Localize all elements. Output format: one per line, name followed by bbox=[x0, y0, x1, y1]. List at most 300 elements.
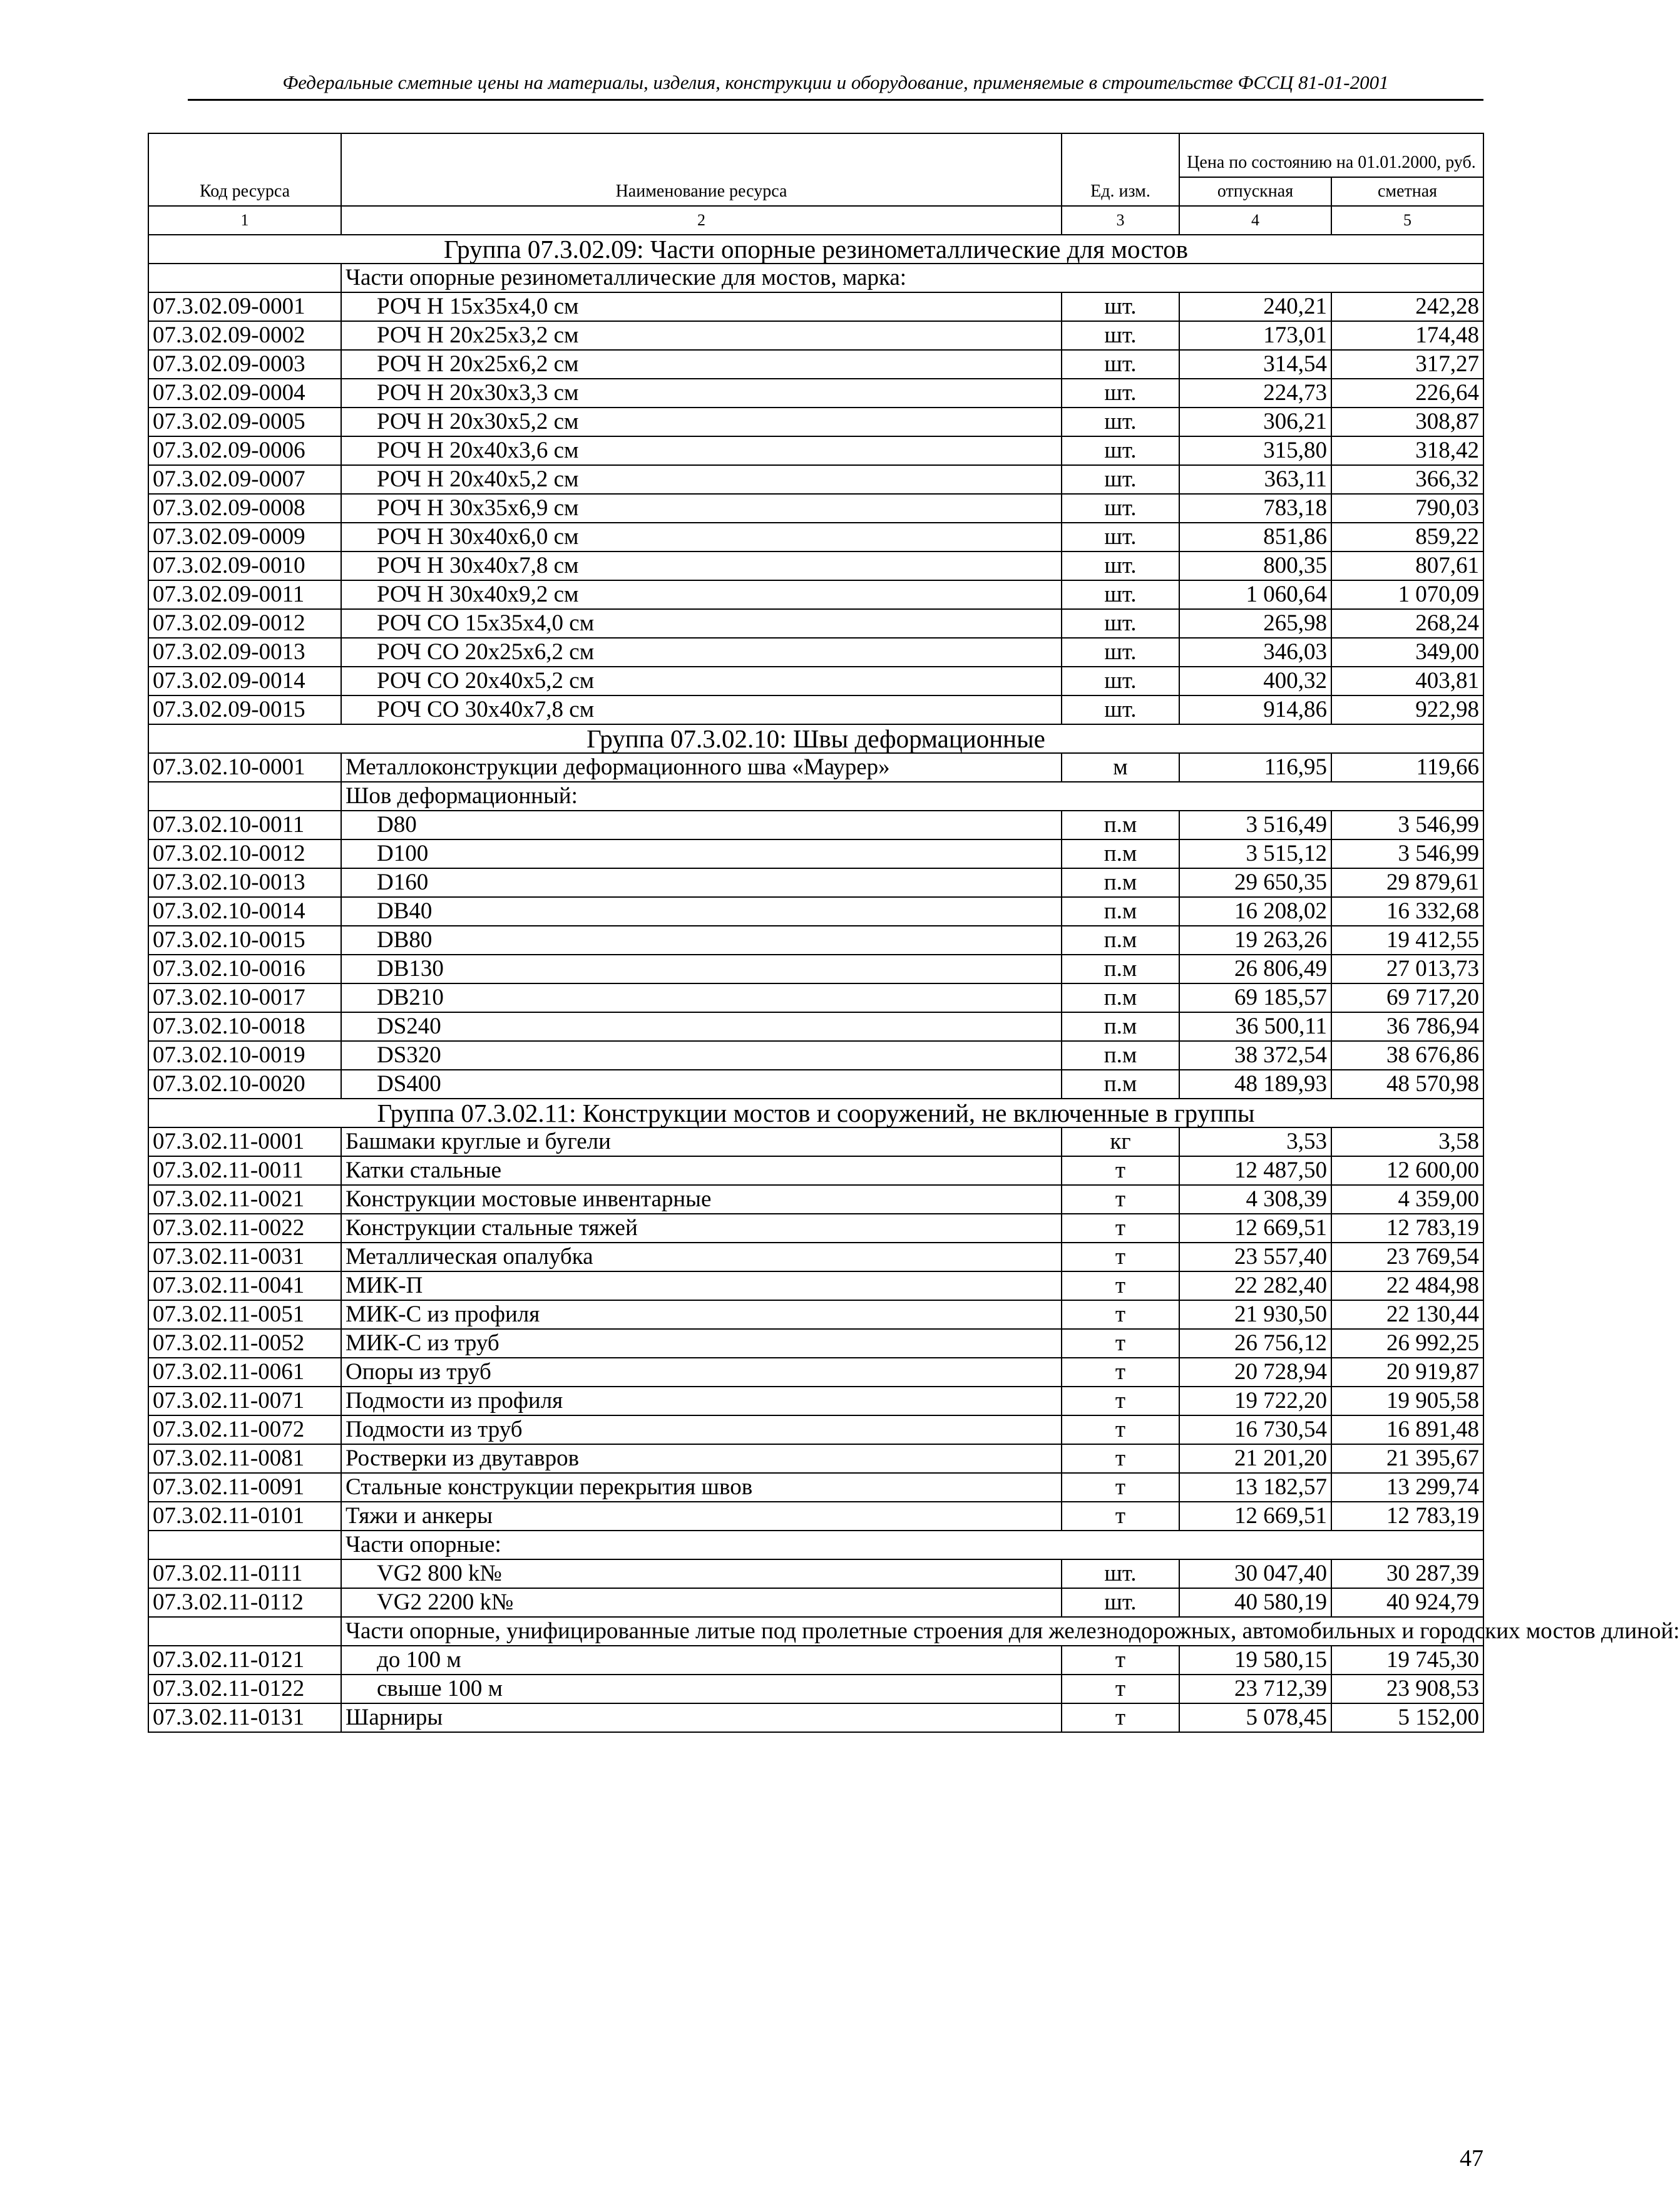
price-table bbox=[148, 133, 1680, 1733]
header-estimate-price: сметная bbox=[1331, 177, 1483, 206]
release-price: 40 580,19 bbox=[1179, 1588, 1331, 1617]
group-heading: Группа 07.3.02.11: Конструкции мостов и сооружений, не включенные в группы bbox=[148, 1099, 1483, 1127]
resource-code: 07.3.02.09-0014 bbox=[148, 667, 341, 695]
estimate-price: 790,03 bbox=[1331, 494, 1483, 523]
table-row bbox=[148, 1185, 1483, 1214]
resource-name: РОЧ СО 20х40х5,2 см bbox=[341, 667, 1062, 695]
release-price: 30 047,40 bbox=[1179, 1559, 1331, 1588]
table-row bbox=[148, 1070, 1483, 1099]
resource-name: Металлическая опалубка bbox=[341, 1243, 1062, 1271]
release-price: 346,03 bbox=[1179, 638, 1331, 667]
resource-name: Ростверки из двутавров bbox=[341, 1444, 1062, 1473]
unit-cell: т bbox=[1062, 1358, 1179, 1387]
estimate-price: 38 676,86 bbox=[1331, 1041, 1483, 1070]
estimate-price: 3 546,99 bbox=[1331, 811, 1483, 839]
release-price: 116,95 bbox=[1179, 753, 1331, 782]
resource-code: 07.3.02.10-0020 bbox=[148, 1070, 341, 1099]
estimate-price: 13 299,74 bbox=[1331, 1473, 1483, 1502]
resource-code: 07.3.02.10-0015 bbox=[148, 926, 341, 955]
unit-cell: т bbox=[1062, 1329, 1179, 1358]
unit-cell: шт. bbox=[1062, 321, 1179, 350]
resource-name: D80 bbox=[341, 811, 1062, 839]
estimate-price: 16 332,68 bbox=[1331, 897, 1483, 926]
resource-code: 07.3.02.10-0012 bbox=[148, 839, 341, 868]
column-number: 5 bbox=[1331, 206, 1483, 235]
resource-name: D160 bbox=[341, 868, 1062, 897]
code-cell bbox=[148, 1617, 341, 1646]
resource-code: 07.3.02.09-0008 bbox=[148, 494, 341, 523]
unit-cell: п.м bbox=[1062, 1012, 1179, 1041]
subheading-text: Части опорные: bbox=[341, 1531, 1483, 1559]
release-price: 19 580,15 bbox=[1179, 1646, 1331, 1675]
unit-cell: т bbox=[1062, 1646, 1179, 1675]
column-numbers-row bbox=[148, 206, 1483, 235]
unit-cell: шт. bbox=[1062, 638, 1179, 667]
resource-name: Опоры из труб bbox=[341, 1358, 1062, 1387]
unit-cell: шт. bbox=[1062, 580, 1179, 609]
release-price: 1 060,64 bbox=[1179, 580, 1331, 609]
estimate-price: 21 395,67 bbox=[1331, 1444, 1483, 1473]
table-row bbox=[148, 1271, 1483, 1300]
unit-cell: шт. bbox=[1062, 379, 1179, 408]
resource-name: Конструкции мостовые инвентарные bbox=[341, 1185, 1062, 1214]
table-row bbox=[148, 983, 1483, 1012]
unit-cell: шт. bbox=[1062, 436, 1179, 465]
header-name: Наименование ресурса bbox=[341, 133, 1062, 206]
resource-name: Подмости из профиля bbox=[341, 1387, 1062, 1415]
resource-name: Катки стальные bbox=[341, 1156, 1062, 1185]
table-row bbox=[148, 1675, 1483, 1703]
release-price: 36 500,11 bbox=[1179, 1012, 1331, 1041]
table-row bbox=[148, 552, 1483, 580]
release-price: 363,11 bbox=[1179, 465, 1331, 494]
unit-cell: м bbox=[1062, 753, 1179, 782]
release-price: 12 487,50 bbox=[1179, 1156, 1331, 1185]
resource-name: Шарниры bbox=[341, 1703, 1062, 1732]
code-cell bbox=[148, 264, 341, 292]
resource-name: Стальные конструкции перекрытия швов bbox=[341, 1473, 1062, 1502]
unit-cell: кг bbox=[1062, 1127, 1179, 1156]
unit-cell: шт. bbox=[1062, 1559, 1179, 1588]
table-row bbox=[148, 1703, 1483, 1732]
resource-name: РОЧ СО 30х40х7,8 см bbox=[341, 695, 1062, 724]
table-row bbox=[148, 753, 1483, 782]
group-heading-row bbox=[148, 1099, 1483, 1127]
subheading-text: Шов деформационный: bbox=[341, 782, 1483, 811]
subheading-row bbox=[148, 264, 1483, 292]
column-number: 3 bbox=[1062, 206, 1179, 235]
unit-cell: шт. bbox=[1062, 1588, 1179, 1617]
unit-cell: т bbox=[1062, 1156, 1179, 1185]
subheading-text: Части опорные, унифицированные литые под пролетные строения для железнодорожных, автомобильных и городских мостов длиной: bbox=[341, 1617, 1483, 1646]
column-number: 1 bbox=[148, 206, 341, 235]
unit-cell: п.м bbox=[1062, 839, 1179, 868]
resource-code: 07.3.02.11-0021 bbox=[148, 1185, 341, 1214]
estimate-price: 318,42 bbox=[1331, 436, 1483, 465]
unit-cell: шт. bbox=[1062, 408, 1179, 436]
table-row bbox=[148, 667, 1483, 695]
table-row bbox=[148, 1127, 1483, 1156]
estimate-price: 1 070,09 bbox=[1331, 580, 1483, 609]
resource-code: 07.3.02.09-0003 bbox=[148, 350, 341, 379]
estimate-price: 174,48 bbox=[1331, 321, 1483, 350]
unit-cell: шт. bbox=[1062, 695, 1179, 724]
resource-name: свыше 100 м bbox=[341, 1675, 1062, 1703]
table-row bbox=[148, 897, 1483, 926]
header-price: Цена по состоянию на 01.01.2000, руб. bbox=[1179, 133, 1483, 177]
resource-code: 07.3.02.09-0011 bbox=[148, 580, 341, 609]
resource-code: 07.3.02.11-0081 bbox=[148, 1444, 341, 1473]
resource-name: до 100 м bbox=[341, 1646, 1062, 1675]
resource-code: 07.3.02.09-0005 bbox=[148, 408, 341, 436]
table-row bbox=[148, 465, 1483, 494]
resource-name: Конструкции стальные тяжей bbox=[341, 1214, 1062, 1243]
estimate-price: 807,61 bbox=[1331, 552, 1483, 580]
release-price: 23 712,39 bbox=[1179, 1675, 1331, 1703]
resource-code: 07.3.02.11-0072 bbox=[148, 1415, 341, 1444]
resource-name: Тяжи и анкеры bbox=[341, 1502, 1062, 1531]
resource-name: РОЧ Н 20х25х3,2 см bbox=[341, 321, 1062, 350]
release-price: 38 372,54 bbox=[1179, 1041, 1331, 1070]
estimate-price: 268,24 bbox=[1331, 609, 1483, 638]
estimate-price: 16 891,48 bbox=[1331, 1415, 1483, 1444]
resource-code: 07.3.02.11-0121 bbox=[148, 1646, 341, 1675]
unit-cell: п.м bbox=[1062, 1041, 1179, 1070]
resource-code: 07.3.02.09-0002 bbox=[148, 321, 341, 350]
resource-code: 07.3.02.11-0001 bbox=[148, 1127, 341, 1156]
resource-code: 07.3.02.10-0014 bbox=[148, 897, 341, 926]
table-row bbox=[148, 839, 1483, 868]
resource-code: 07.3.02.10-0019 bbox=[148, 1041, 341, 1070]
resource-code: 07.3.02.11-0112 bbox=[148, 1588, 341, 1617]
table-row bbox=[148, 1329, 1483, 1358]
header-unit: Ед. изм. bbox=[1062, 133, 1179, 206]
resource-name: D100 bbox=[341, 839, 1062, 868]
release-price: 21 201,20 bbox=[1179, 1444, 1331, 1473]
table-row bbox=[148, 926, 1483, 955]
resource-code: 07.3.02.09-0004 bbox=[148, 379, 341, 408]
release-price: 20 728,94 bbox=[1179, 1358, 1331, 1387]
resource-code: 07.3.02.09-0007 bbox=[148, 465, 341, 494]
release-price: 315,80 bbox=[1179, 436, 1331, 465]
resource-code: 07.3.02.11-0071 bbox=[148, 1387, 341, 1415]
table-row bbox=[148, 1041, 1483, 1070]
resource-code: 07.3.02.10-0017 bbox=[148, 983, 341, 1012]
group-heading-row bbox=[148, 724, 1483, 753]
release-price: 16 208,02 bbox=[1179, 897, 1331, 926]
unit-cell: шт. bbox=[1062, 292, 1179, 321]
estimate-price: 366,32 bbox=[1331, 465, 1483, 494]
resource-name: РОЧ СО 15х35х4,0 см bbox=[341, 609, 1062, 638]
table-row bbox=[148, 1300, 1483, 1329]
release-price: 23 557,40 bbox=[1179, 1243, 1331, 1271]
unit-cell: т bbox=[1062, 1243, 1179, 1271]
release-price: 22 282,40 bbox=[1179, 1271, 1331, 1300]
resource-code: 07.3.02.10-0016 bbox=[148, 955, 341, 983]
release-price: 306,21 bbox=[1179, 408, 1331, 436]
table-row bbox=[148, 321, 1483, 350]
resource-code: 07.3.02.11-0022 bbox=[148, 1214, 341, 1243]
resource-name: DS240 bbox=[341, 1012, 1062, 1041]
resource-code: 07.3.02.11-0131 bbox=[148, 1703, 341, 1732]
resource-code: 07.3.02.11-0061 bbox=[148, 1358, 341, 1387]
release-price: 224,73 bbox=[1179, 379, 1331, 408]
resource-code: 07.3.02.11-0101 bbox=[148, 1502, 341, 1531]
unit-cell: п.м bbox=[1062, 983, 1179, 1012]
estimate-price: 226,64 bbox=[1331, 379, 1483, 408]
resource-name: РОЧ Н 15х35х4,0 см bbox=[341, 292, 1062, 321]
release-price: 26 806,49 bbox=[1179, 955, 1331, 983]
estimate-price: 29 879,61 bbox=[1331, 868, 1483, 897]
resource-code: 07.3.02.09-0013 bbox=[148, 638, 341, 667]
unit-cell: п.м bbox=[1062, 868, 1179, 897]
estimate-price: 22 130,44 bbox=[1331, 1300, 1483, 1329]
running-header: Федеральные сметные цены на материалы, изделия, конструкции и оборудование, применяемые в строительстве ФССЦ 81-01-2001 bbox=[282, 71, 1389, 93]
unit-cell: т bbox=[1062, 1675, 1179, 1703]
table-row bbox=[148, 1214, 1483, 1243]
subheading-text: Части опорные резинометаллические для мостов, марка: bbox=[341, 264, 1483, 292]
resource-name: РОЧ Н 30х40х9,2 см bbox=[341, 580, 1062, 609]
code-cell bbox=[148, 1531, 341, 1559]
resource-name: DB210 bbox=[341, 983, 1062, 1012]
unit-cell: шт. bbox=[1062, 667, 1179, 695]
table-row bbox=[148, 1156, 1483, 1185]
header-code: Код ресурса bbox=[148, 133, 341, 206]
estimate-price: 48 570,98 bbox=[1331, 1070, 1483, 1099]
release-price: 3 515,12 bbox=[1179, 839, 1331, 868]
resource-code: 07.3.02.09-0009 bbox=[148, 523, 341, 552]
estimate-price: 922,98 bbox=[1331, 695, 1483, 724]
release-price: 314,54 bbox=[1179, 350, 1331, 379]
estimate-price: 5 152,00 bbox=[1331, 1703, 1483, 1732]
resource-code: 07.3.02.11-0011 bbox=[148, 1156, 341, 1185]
unit-cell: т bbox=[1062, 1387, 1179, 1415]
release-price: 800,35 bbox=[1179, 552, 1331, 580]
resource-name: VG2 2200 k№ bbox=[341, 1588, 1062, 1617]
unit-cell: п.м bbox=[1062, 811, 1179, 839]
table-row bbox=[148, 1243, 1483, 1271]
resource-name: Башмаки круглые и бугели bbox=[341, 1127, 1062, 1156]
release-price: 13 182,57 bbox=[1179, 1473, 1331, 1502]
resource-code: 07.3.02.10-0011 bbox=[148, 811, 341, 839]
table-row bbox=[148, 1012, 1483, 1041]
unit-cell: шт. bbox=[1062, 552, 1179, 580]
resource-code: 07.3.02.11-0041 bbox=[148, 1271, 341, 1300]
estimate-price: 119,66 bbox=[1331, 753, 1483, 782]
resource-code: 07.3.02.10-0013 bbox=[148, 868, 341, 897]
unit-cell: п.м bbox=[1062, 955, 1179, 983]
column-number: 2 bbox=[341, 206, 1062, 235]
estimate-price: 19 905,58 bbox=[1331, 1387, 1483, 1415]
release-price: 4 308,39 bbox=[1179, 1185, 1331, 1214]
estimate-price: 69 717,20 bbox=[1331, 983, 1483, 1012]
table-row bbox=[148, 811, 1483, 839]
release-price: 12 669,51 bbox=[1179, 1502, 1331, 1531]
header-release-price: отпускная bbox=[1179, 177, 1331, 206]
release-price: 851,86 bbox=[1179, 523, 1331, 552]
resource-code: 07.3.02.11-0052 bbox=[148, 1329, 341, 1358]
unit-cell: т bbox=[1062, 1473, 1179, 1502]
resource-name: DB130 bbox=[341, 955, 1062, 983]
release-price: 914,86 bbox=[1179, 695, 1331, 724]
page-number: 47 bbox=[1460, 2145, 1483, 2172]
estimate-price: 27 013,73 bbox=[1331, 955, 1483, 983]
release-price: 19 722,20 bbox=[1179, 1387, 1331, 1415]
resource-name: Подмости из труб bbox=[341, 1415, 1062, 1444]
resource-name: МИК-П bbox=[341, 1271, 1062, 1300]
table-row bbox=[148, 1502, 1483, 1531]
table-row bbox=[148, 350, 1483, 379]
group-heading-row bbox=[148, 235, 1483, 264]
estimate-price: 22 484,98 bbox=[1331, 1271, 1483, 1300]
estimate-price: 23 769,54 bbox=[1331, 1243, 1483, 1271]
resource-code: 07.3.02.09-0012 bbox=[148, 609, 341, 638]
resource-name: РОЧ Н 30х40х6,0 см bbox=[341, 523, 1062, 552]
resource-code: 07.3.02.11-0091 bbox=[148, 1473, 341, 1502]
resource-name: DB80 bbox=[341, 926, 1062, 955]
unit-cell: т bbox=[1062, 1703, 1179, 1732]
resource-code: 07.3.02.11-0111 bbox=[148, 1559, 341, 1588]
table-row bbox=[148, 436, 1483, 465]
resource-name: РОЧ Н 20х25х6,2 см bbox=[341, 350, 1062, 379]
unit-cell: п.м bbox=[1062, 897, 1179, 926]
table-row bbox=[148, 523, 1483, 552]
release-price: 12 669,51 bbox=[1179, 1214, 1331, 1243]
estimate-price: 12 783,19 bbox=[1331, 1214, 1483, 1243]
release-price: 240,21 bbox=[1179, 292, 1331, 321]
resource-name: РОЧ Н 30х35х6,9 см bbox=[341, 494, 1062, 523]
release-price: 265,98 bbox=[1179, 609, 1331, 638]
table-row bbox=[148, 1559, 1483, 1588]
release-price: 400,32 bbox=[1179, 667, 1331, 695]
resource-code: 07.3.02.11-0122 bbox=[148, 1675, 341, 1703]
release-price: 5 078,45 bbox=[1179, 1703, 1331, 1732]
estimate-price: 349,00 bbox=[1331, 638, 1483, 667]
table-row bbox=[148, 695, 1483, 724]
estimate-price: 40 924,79 bbox=[1331, 1588, 1483, 1617]
table-row bbox=[148, 1415, 1483, 1444]
release-price: 16 730,54 bbox=[1179, 1415, 1331, 1444]
header-rule bbox=[188, 99, 1483, 101]
table-row bbox=[148, 638, 1483, 667]
release-price: 19 263,26 bbox=[1179, 926, 1331, 955]
table-row bbox=[148, 494, 1483, 523]
resource-name: МИК-С из труб bbox=[341, 1329, 1062, 1358]
resource-name: Металлоконструкции деформационного шва «Маурер» bbox=[341, 753, 1062, 782]
estimate-price: 4 359,00 bbox=[1331, 1185, 1483, 1214]
unit-cell: п.м bbox=[1062, 926, 1179, 955]
estimate-price: 308,87 bbox=[1331, 408, 1483, 436]
resource-name: РОЧ Н 20х40х3,6 см bbox=[341, 436, 1062, 465]
table-row bbox=[148, 868, 1483, 897]
estimate-price: 36 786,94 bbox=[1331, 1012, 1483, 1041]
resource-name: DB40 bbox=[341, 897, 1062, 926]
table-row bbox=[148, 609, 1483, 638]
unit-cell: шт. bbox=[1062, 350, 1179, 379]
table-row bbox=[148, 408, 1483, 436]
release-price: 3 516,49 bbox=[1179, 811, 1331, 839]
estimate-price: 19 412,55 bbox=[1331, 926, 1483, 955]
release-price: 48 189,93 bbox=[1179, 1070, 1331, 1099]
unit-cell: шт. bbox=[1062, 523, 1179, 552]
table-row bbox=[148, 1387, 1483, 1415]
group-heading: Группа 07.3.02.10: Швы деформационные bbox=[148, 724, 1483, 753]
release-price: 26 756,12 bbox=[1179, 1329, 1331, 1358]
resource-name: РОЧ Н 30х40х7,8 см bbox=[341, 552, 1062, 580]
estimate-price: 3,58 bbox=[1331, 1127, 1483, 1156]
estimate-price: 26 992,25 bbox=[1331, 1329, 1483, 1358]
resource-code: 07.3.02.11-0031 bbox=[148, 1243, 341, 1271]
resource-name: DS400 bbox=[341, 1070, 1062, 1099]
estimate-price: 12 783,19 bbox=[1331, 1502, 1483, 1531]
release-price: 21 930,50 bbox=[1179, 1300, 1331, 1329]
table-row bbox=[148, 1646, 1483, 1675]
code-cell bbox=[148, 782, 341, 811]
unit-cell: т bbox=[1062, 1415, 1179, 1444]
release-price: 69 185,57 bbox=[1179, 983, 1331, 1012]
table-row bbox=[148, 1444, 1483, 1473]
estimate-price: 30 287,39 bbox=[1331, 1559, 1483, 1588]
table-row bbox=[148, 379, 1483, 408]
release-price: 29 650,35 bbox=[1179, 868, 1331, 897]
resource-code: 07.3.02.09-0010 bbox=[148, 552, 341, 580]
resource-code: 07.3.02.09-0015 bbox=[148, 695, 341, 724]
resource-code: 07.3.02.10-0001 bbox=[148, 753, 341, 782]
resource-name: РОЧ Н 20х30х3,3 см bbox=[341, 379, 1062, 408]
estimate-price: 242,28 bbox=[1331, 292, 1483, 321]
table-body bbox=[148, 235, 1680, 1732]
release-price: 173,01 bbox=[1179, 321, 1331, 350]
table-row bbox=[148, 1358, 1483, 1387]
table-row bbox=[148, 1588, 1483, 1617]
subheading-row bbox=[148, 782, 1483, 811]
resource-code: 07.3.02.09-0006 bbox=[148, 436, 341, 465]
estimate-price: 403,81 bbox=[1331, 667, 1483, 695]
unit-cell: т bbox=[1062, 1271, 1179, 1300]
estimate-price: 20 919,87 bbox=[1331, 1358, 1483, 1387]
resource-name: РОЧ Н 20х30х5,2 см bbox=[341, 408, 1062, 436]
unit-cell: шт. bbox=[1062, 494, 1179, 523]
column-number: 4 bbox=[1179, 206, 1331, 235]
table-row bbox=[148, 1473, 1483, 1502]
estimate-price: 859,22 bbox=[1331, 523, 1483, 552]
unit-cell: т bbox=[1062, 1502, 1179, 1531]
unit-cell: т bbox=[1062, 1214, 1179, 1243]
estimate-price: 12 600,00 bbox=[1331, 1156, 1483, 1185]
resource-name: МИК-С из профиля bbox=[341, 1300, 1062, 1329]
table-row bbox=[148, 955, 1483, 983]
release-price: 783,18 bbox=[1179, 494, 1331, 523]
unit-cell: т bbox=[1062, 1444, 1179, 1473]
resource-name: DS320 bbox=[341, 1041, 1062, 1070]
unit-cell: п.м bbox=[1062, 1070, 1179, 1099]
table-row bbox=[148, 580, 1483, 609]
estimate-price: 317,27 bbox=[1331, 350, 1483, 379]
unit-cell: шт. bbox=[1062, 609, 1179, 638]
resource-code: 07.3.02.10-0018 bbox=[148, 1012, 341, 1041]
table-row bbox=[148, 292, 1483, 321]
resource-name: VG2 800 k№ bbox=[341, 1559, 1062, 1588]
resource-name: РОЧ Н 20х40х5,2 см bbox=[341, 465, 1062, 494]
resource-code: 07.3.02.11-0051 bbox=[148, 1300, 341, 1329]
estimate-price: 19 745,30 bbox=[1331, 1646, 1483, 1675]
resource-name: РОЧ СО 20х25х6,2 см bbox=[341, 638, 1062, 667]
unit-cell: т bbox=[1062, 1185, 1179, 1214]
group-heading: Группа 07.3.02.09: Части опорные резинометаллические для мостов bbox=[148, 235, 1483, 264]
subheading-row bbox=[148, 1531, 1483, 1559]
unit-cell: т bbox=[1062, 1300, 1179, 1329]
table-header bbox=[148, 133, 1483, 235]
